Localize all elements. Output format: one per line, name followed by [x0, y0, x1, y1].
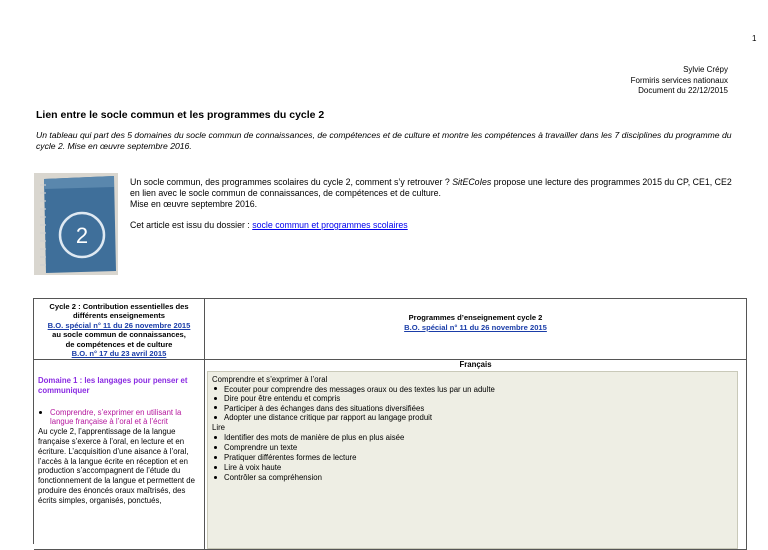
page-number: 1	[752, 34, 757, 43]
document-subtitle: Un tableau qui part des 5 domaines du socle commun de connaissances, de compétences et de culture et montre les compétences à travailler dans les 7 disciplines du programme du cycle 2. Mise en œuvre septembre 2016.	[36, 130, 732, 151]
intro-text	[130, 177, 740, 241]
left-column-body	[34, 360, 205, 550]
intro-paragraph-1: Un socle commun, des programmes scolaires du cycle 2, comment s’y retrouver ? SitECoIes propose une lecture des programmes 2015 du CP, CE1, CE2 en lien avec le socle commun de connaissances, de compétences et de culture. Mise en œuvre septembre 2016.	[130, 177, 732, 209]
list-item: Lire à voix haute	[212, 463, 281, 472]
list-item: Dire pour être entendu et compris	[212, 394, 340, 403]
bo-link-1[interactable]: B.O. spécial n° 11 du 26 novembre 2015	[47, 320, 191, 330]
list-item: Comprendre un texte	[212, 443, 297, 452]
subject-title: Français	[459, 360, 492, 369]
list-item: Ecouter pour comprendre des messages oraux ou des textes lus par un adulte	[212, 385, 495, 394]
subject-content	[207, 371, 738, 549]
document-header	[631, 65, 728, 97]
list-item: Pratiquer différentes formes de lecture	[212, 453, 356, 462]
header-date: Document du 22/12/2015	[638, 86, 728, 95]
right-column-header: Programmes d’enseignement cycle 2 B.O. spécial n° 11 du 26 novembre 2015	[205, 299, 747, 360]
header-author: Sylvie Crépy	[683, 65, 728, 74]
right-column-body	[205, 360, 747, 550]
list-item: Contrôler sa compréhension	[212, 473, 322, 482]
header-org: Formiris services nationaux	[630, 75, 728, 85]
list-item: Adopter une distance critique par rapport au langage produit	[212, 413, 432, 422]
document-title: Lien entre le socle commun et les programmes du cycle 2	[36, 109, 325, 121]
bo-link-3[interactable]: B.O. spécial n° 11 du 26 novembre 2015	[404, 323, 547, 332]
left-column-header: Cycle 2 : Contribution essentielles des différents enseignements B.O. spécial n° 11 du 26 novembre 2015 au socle commun de connaissances, de compétences et de culture B.O. n° 17 du 23 avril 2015	[34, 299, 205, 360]
intro-paragraph-2: Cet article est issu du dossier : socle commun et programmes scolaires	[130, 220, 408, 230]
domain-item: Comprendre, s’exprimer en utilisant la langue française à l’oral et à l’écrit	[38, 408, 200, 428]
book-number: 2	[75, 223, 89, 248]
section-lire: Lire	[212, 422, 226, 432]
domain-title: Domaine 1 : les langages pour penser et communiquer	[38, 376, 188, 395]
socle-programmes-table	[33, 298, 747, 544]
domain-text: Au cycle 2, l’apprentissage de la langue française s’exerce à l’oral, en lecture et en écriture. L’acquisition d’une aisance à l’oral, l’accès à la langue écrite en réception et en production s’accompagnent de l’étude du fonctionnement de la langue et permettent de produire des énoncés oraux maîtrisés, des écrits simples, organisés, ponctués,	[38, 427, 195, 505]
dossier-link[interactable]: socle commun et programmes scolaires	[252, 220, 408, 230]
book-image	[34, 173, 118, 275]
bo-link-2[interactable]: B.O. n° 17 du 23 avril 2015	[71, 349, 167, 359]
list-item: Participer à des échanges dans des situations diversifiées	[212, 404, 424, 413]
section-oral: Comprendre et s’exprimer à l’oral	[212, 375, 328, 384]
brand-name: SitECoIes	[452, 177, 492, 187]
list-item: Identifier des mots de manière de plus en plus aisée	[212, 433, 404, 442]
